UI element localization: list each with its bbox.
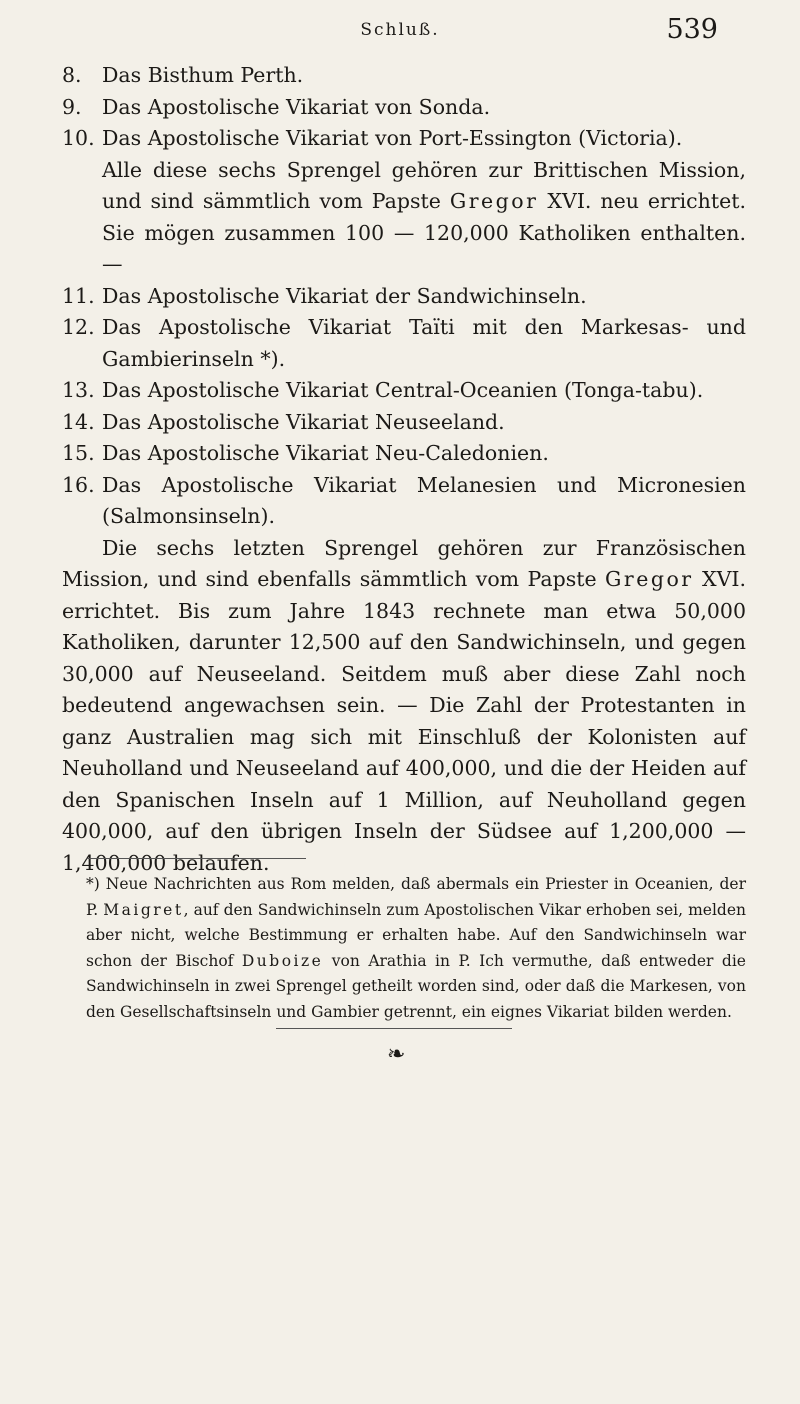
list-item: 14. Das Apostolische Vikariat Neuseeland. [62,409,505,434]
paragraph-french-mission: Die sechs letzten Sprengel gehören zur Französischen Mission, und sind ebenfalls sämmtlich vom Papste Gregor XVI. errichtet. Bis zum Jahre 1843 rechnete man etwa 50,000 Katholiken, darunter 12,500 auf den Sandwichinseln, und gegen 30,000 auf Neuseeland. Seitdem muß aber diese Zahl noch bedeutend angewachsen sein. — Die Zahl der Protestanten in ganz Australien mag sich mit Einschluß der Kolonisten auf Neuholland und Neuseeland auf 400,000, und die der Heiden auf den Spanischen Inseln auf 1 Million, auf Neuholland gegen 400,000, auf den übrigen Inseln der Südsee auf 1,200,000 — 1,400,000 belaufen. [62,535,746,875]
end-rule [276,1028,512,1029]
list-item: 15. Das Apostolische Vikariat Neu-Caledonien. [62,441,549,465]
pope-name: Gregor [449,189,539,213]
list-item: 10. Das Apostolische Vikariat von Port-Essington (Victoria). [62,126,683,150]
fleuron-icon: ❧ [387,1042,406,1067]
footnote: *) Neue Nachrichten aus Rom melden, daß abermals ein Priester in Oceanien, der P. Maigret, auf den Sandwichinseln zum Apostolischen Vikar erhoben sei, melden aber nicht, welche Bestimmung er erhalten habe. Auf den Sandwichinseln war schon der Bischof Duboize von Arathia in P. Ich vermuthe, daß entweder die Sandwichinseln in zwei Sprengel getheilt worden sind, oder daß die Markesen, von den Gesellschaftsinseln und Gambier getrennt, ein eignes Vikariat bilden werden. [86,875,746,1021]
list-item: 11. Das Apostolische Vikariat der Sandwichinseln. [62,283,587,308]
footnote-rule [86,858,306,859]
pope-name: Gregor [605,567,694,591]
list-item: 13. Das Apostolische Vikariat Central-Oceanien (Tonga-tabu). [62,378,704,402]
page-header [0,14,800,44]
running-head: Schluß. [360,20,440,40]
main-text [62,60,746,879]
person-name: Duboize [241,951,324,970]
person-name: Maigret [103,900,184,919]
list-item: 16. Das Apostolische Vikariat Melanesien und Micronesien (Salmonsinseln). [62,472,746,528]
page-number: 539 [666,14,718,45]
list-item: 8. Das Bisthum Perth. [62,63,304,87]
list-item: 9. Das Apostolische Vikariat von Sonda. [62,94,491,119]
list-item: 12. Das Apostolische Vikariat Taïti mit den Markesas- und Gambierinseln *). [62,315,746,371]
paragraph-british-mission: Alle diese sechs Sprengel gehören zur Brittischen Mission, und sind sämmtlich vom Papste Gregor XVI. neu errichtet. Sie mögen zusammen 100 — 120,000 Katholiken enthalten. — [102,157,746,276]
